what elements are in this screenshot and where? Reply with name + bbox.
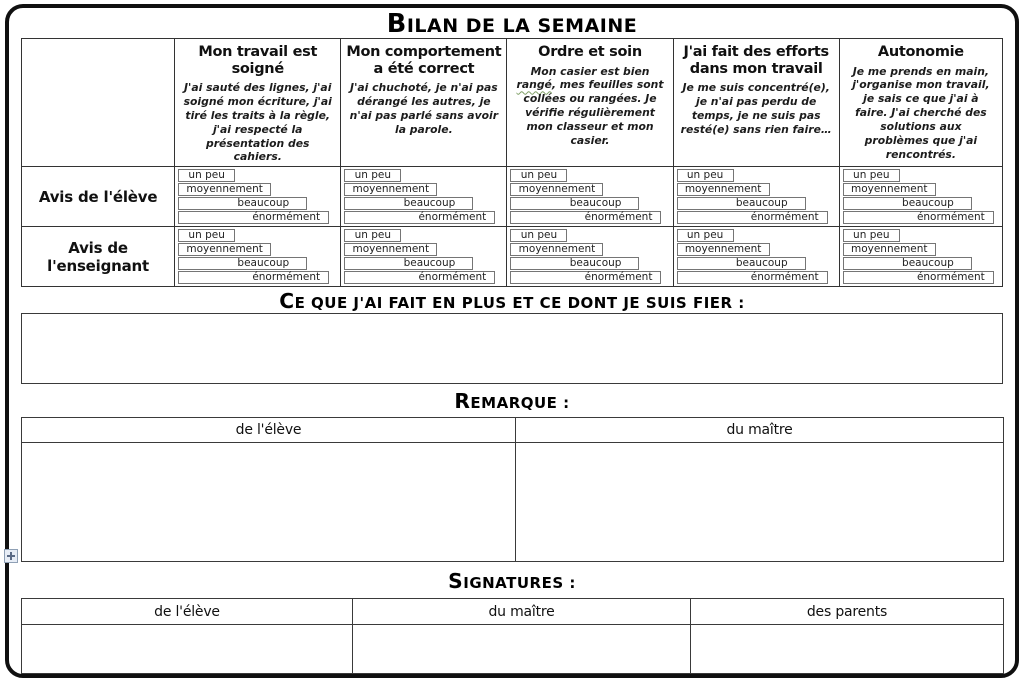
criterion-title: Ordre et soin <box>538 44 642 60</box>
criterion-title: Autonomie <box>877 44 964 60</box>
rating-cell-eleve-efforts <box>673 167 839 227</box>
option-box-un-peu[interactable]: un peu <box>178 229 235 242</box>
option-box-beaucoup[interactable]: beaucoup <box>178 257 307 270</box>
option-box-enormement[interactable]: énormément <box>344 211 495 224</box>
rating-cell-enseignant-autonomie <box>839 227 1002 287</box>
option-box-enormement[interactable]: énormément <box>843 211 994 224</box>
criterion-header-comportement <box>341 39 507 167</box>
option-box-beaucoup[interactable]: beaucoup <box>510 197 639 210</box>
rating-cell-eleve-comportement <box>341 167 507 227</box>
criterion-header-efforts <box>673 39 839 167</box>
option-box-un-peu[interactable]: un peu <box>510 229 567 242</box>
criterion-description: J'ai sauté des lignes, j'ai soigné mon écriture, j'ai tiré les traits à la règle, j'ai respecté la présentation des cahiers. <box>183 81 332 164</box>
option-box-moyennement[interactable]: moyennement <box>843 243 936 256</box>
option-box-un-peu[interactable]: un peu <box>677 169 734 182</box>
option-box-moyennement[interactable]: moyennement <box>843 183 936 196</box>
rating-cell-eleve-travail <box>175 167 341 227</box>
criterion-description <box>510 65 669 148</box>
table-move-handle-icon[interactable] <box>4 549 18 563</box>
option-box-moyennement[interactable]: moyennement <box>344 243 437 256</box>
criterion-description: Je me suis concentré(e), je n'ai pas perdu de temps, je ne suis pas resté(e) sans rien faire… <box>680 81 832 136</box>
option-box-un-peu[interactable]: un peu <box>178 169 235 182</box>
rating-cell-enseignant-comportement <box>341 227 507 287</box>
option-box-beaucoup[interactable]: beaucoup <box>344 257 473 270</box>
criterion-header-travail-soigne <box>175 39 341 167</box>
option-box-enormement[interactable]: énormément <box>510 211 661 224</box>
remark-column-header-eleve: de l'élève <box>22 418 516 443</box>
option-box-beaucoup[interactable]: beaucoup <box>677 257 806 270</box>
rating-cell-enseignant-ordre <box>507 227 673 287</box>
option-box-un-peu[interactable]: un peu <box>843 229 900 242</box>
option-box-un-peu[interactable]: un peu <box>510 169 567 182</box>
option-box-un-peu[interactable]: un peu <box>843 169 900 182</box>
criterion-description: Je me prends en main, j'organise mon travail, je sais ce que j'ai à faire. J'ai cherché des solutions aux problèmes que j'ai rencontrés. <box>852 64 990 161</box>
signature-area-parents[interactable] <box>691 625 1004 674</box>
option-box-enormement[interactable]: énormément <box>677 271 828 284</box>
criterion-header-ordre-et-soin <box>507 39 673 167</box>
option-box-beaucoup[interactable]: beaucoup <box>344 197 473 210</box>
option-box-moyennement[interactable]: moyennement <box>344 183 437 196</box>
option-box-beaucoup[interactable]: beaucoup <box>178 197 307 210</box>
criterion-description: J'ai chuchoté, je n'ai pas dérangé les autres, je n'ai pas parlé sans avoir la parole. <box>349 81 499 136</box>
option-box-beaucoup[interactable]: beaucoup <box>843 197 972 210</box>
corner-cell <box>22 39 175 167</box>
option-box-beaucoup[interactable]: beaucoup <box>510 257 639 270</box>
option-box-enormement[interactable]: énormément <box>344 271 495 284</box>
signature-area-maitre[interactable] <box>353 625 691 674</box>
criterion-title: Mon comportement a été correct <box>346 44 502 77</box>
signature-area-eleve[interactable] <box>22 625 353 674</box>
pride-section-heading: CE QUE J'AI FAIT EN PLUS ET CE DONT JE SUIS FIER : <box>279 289 745 314</box>
rating-cell-eleve-autonomie <box>839 167 1002 227</box>
signatures-section-heading: SIGNATURES : <box>448 569 576 594</box>
signatures-table <box>21 598 1004 674</box>
option-box-moyennement[interactable]: moyennement <box>178 243 271 256</box>
pride-writing-area[interactable] <box>21 313 1003 384</box>
page-title: BILAN DE LA SEMAINE <box>386 9 638 39</box>
rating-cell-enseignant-efforts <box>673 227 839 287</box>
rating-cell-eleve-ordre <box>507 167 673 227</box>
criterion-title: Mon travail est soigné <box>198 44 318 77</box>
remark-section-heading: REMARQUE : <box>454 389 570 414</box>
signature-column-header-parents: des parents <box>691 599 1004 625</box>
remark-column-header-maitre: du maître <box>516 418 1004 443</box>
criteria-table <box>21 38 1003 287</box>
option-box-moyennement[interactable]: moyennement <box>510 183 603 196</box>
remark-writing-area-eleve[interactable] <box>22 443 516 562</box>
signature-column-header-eleve: de l'élève <box>22 599 353 625</box>
option-box-moyennement[interactable]: moyennement <box>178 183 271 196</box>
option-box-moyennement[interactable]: moyennement <box>677 243 770 256</box>
option-box-un-peu[interactable]: un peu <box>677 229 734 242</box>
signature-column-header-maitre: du maître <box>353 599 691 625</box>
description-text: Mon casier est bien <box>530 64 650 78</box>
option-box-enormement[interactable]: énormément <box>843 271 994 284</box>
rating-cell-enseignant-travail <box>175 227 341 287</box>
option-box-beaucoup[interactable]: beaucoup <box>677 197 806 210</box>
option-box-enormement[interactable]: énormément <box>178 211 329 224</box>
option-box-enormement[interactable]: énormément <box>510 271 661 284</box>
criterion-title: J'ai fait des efforts dans mon travail <box>683 44 829 77</box>
remark-writing-area-maitre[interactable] <box>516 443 1004 562</box>
option-box-moyennement[interactable]: moyennement <box>510 243 603 256</box>
option-box-enormement[interactable]: énormément <box>677 211 828 224</box>
option-box-moyennement[interactable]: moyennement <box>677 183 770 196</box>
row-label-avis-eleve: Avis de l'élève <box>22 167 175 227</box>
option-box-beaucoup[interactable]: beaucoup <box>843 257 972 270</box>
description-text: , mes feuilles sont collées ou rangées. Je vérifie régulièrement mon classeur et mon casier. <box>523 78 664 147</box>
option-box-un-peu[interactable]: un peu <box>344 229 401 242</box>
remark-table <box>21 417 1004 562</box>
criterion-header-autonomie <box>839 39 1002 167</box>
option-box-un-peu[interactable]: un peu <box>344 169 401 182</box>
spellcheck-underlined-word: rangé <box>516 78 552 92</box>
row-label-avis-enseignant: Avis de l'enseignant <box>22 227 175 287</box>
option-box-enormement[interactable]: énormément <box>178 271 329 284</box>
